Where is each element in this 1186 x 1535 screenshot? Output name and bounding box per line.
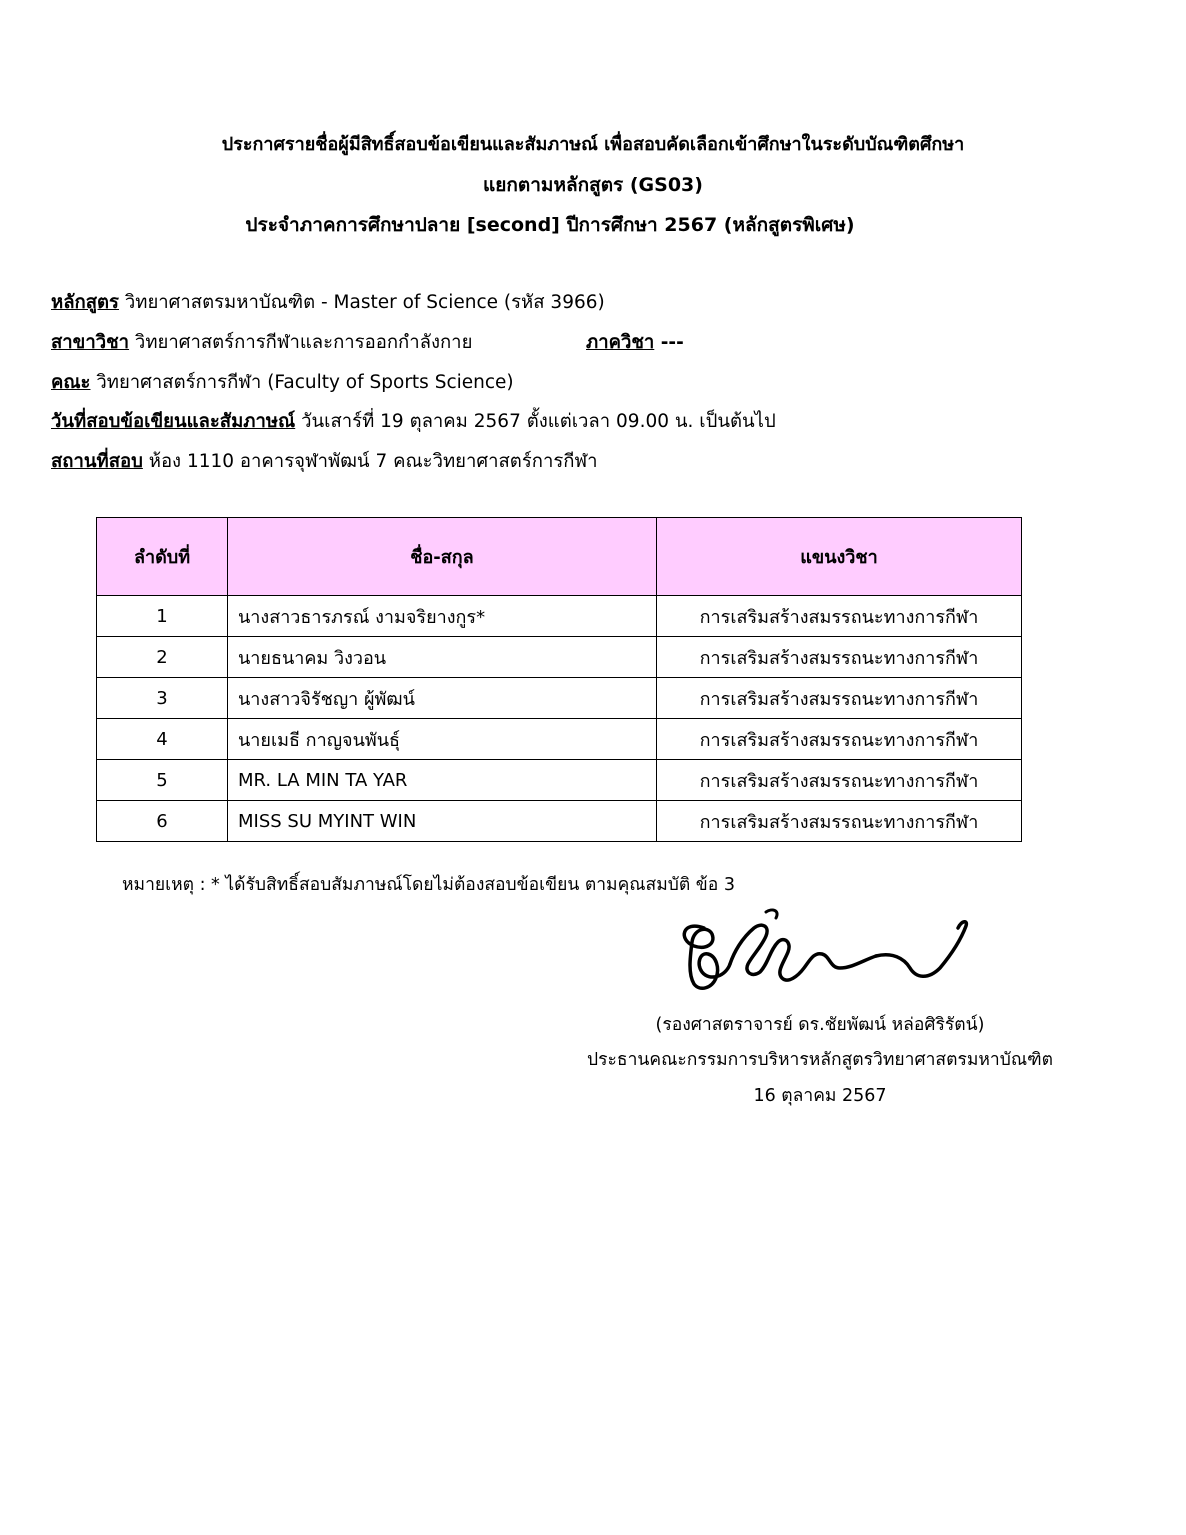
footnote: หมายเหตุ : * ได้รับสิทธิ์สอบสัมภาษณ์โดยไม่ต้องสอบข้อเขียน ตามคุณสมบัติ ข้อ 3	[122, 875, 735, 895]
candidate-table	[96, 517, 1022, 842]
row-name: นายธนาคม วิงวอน	[228, 637, 657, 678]
department-value: ---	[654, 332, 684, 353]
table-row	[97, 678, 1022, 719]
row-name: MR. LA MIN TA YAR	[228, 760, 657, 801]
row-name: นายเมธี กาญจนพันธุ์	[228, 719, 657, 760]
program-value: วิทยาศาสตรมหาบัณฑิต - Master of Science (รหัส 3966)	[118, 292, 605, 313]
row-name: MISS SU MYINT WIN	[228, 801, 657, 842]
field-value: วิทยาศาสตร์การกีฬาและการออกกำลังกาย	[129, 332, 473, 353]
row-number: 6	[97, 801, 228, 842]
table-row	[97, 719, 1022, 760]
program-label: หลักสูตร	[51, 292, 119, 313]
field-line	[51, 331, 472, 355]
department-line	[586, 331, 684, 355]
row-major: การเสริมสร้างสมรรถนะทางการกีฬา	[657, 760, 1022, 801]
row-major: การเสริมสร้างสมรรถนะทางการกีฬา	[657, 801, 1022, 842]
venue-value: ห้อง 1110 อาคารจุฬาพัฒน์ 7 คณะวิทยาศาสตร์การกีฬา	[142, 451, 598, 472]
row-major: การเสริมสร้างสมรรถนะทางการกีฬา	[657, 637, 1022, 678]
row-major: การเสริมสร้างสมรรถนะทางการกีฬา	[657, 719, 1022, 760]
row-major: การเสริมสร้างสมรรถนะทางการกีฬา	[657, 678, 1022, 719]
row-number: 5	[97, 760, 228, 801]
signature-graphic	[672, 898, 972, 1000]
header-name: ชื่อ-สกุล	[228, 518, 657, 596]
table-row	[97, 801, 1022, 842]
table-row	[97, 596, 1022, 637]
row-number: 4	[97, 719, 228, 760]
signer-position: ประธานคณะกรรมการบริหารหลักสูตรวิทยาศาสตรมหาบัณฑิต	[587, 1050, 1053, 1070]
exam-date-label: วันที่สอบข้อเขียนและสัมภาษณ์	[51, 411, 296, 432]
department-label: ภาควิชา	[586, 332, 655, 353]
row-major: การเสริมสร้างสมรรถนะทางการกีฬา	[657, 596, 1022, 637]
table-row	[97, 760, 1022, 801]
exam-date-line	[51, 410, 776, 434]
faculty-line	[51, 371, 514, 395]
faculty-value: วิทยาศาสตร์การกีฬา (Faculty of Sports Science)	[90, 372, 514, 393]
table-row	[97, 637, 1022, 678]
venue-label: สถานที่สอบ	[51, 451, 143, 472]
exam-date-value: วันเสาร์ที่ 19 ตุลาคม 2567 ตั้งแต่เวลา 09.00 น. เป็นต้นไป	[295, 411, 776, 432]
faculty-label: คณะ	[51, 372, 91, 393]
row-name: นางสาวธารภรณ์ งามจริยางกูร*	[228, 596, 657, 637]
row-number: 1	[97, 596, 228, 637]
signer-name: (รองศาสตราจารย์ ดร.ชัยพัฒน์ หล่อศิริรัตน์)	[655, 1015, 985, 1035]
program-line	[51, 291, 605, 315]
signed-date: 16 ตุลาคม 2567	[753, 1086, 887, 1106]
announcement-title-line3: ประจำภาคการศึกษาปลาย [second] ปีการศึกษา 2567 (หลักสูตรพิเศษ)	[245, 214, 855, 236]
announcement-title-line1: ประกาศรายชื่อผู้มีสิทธิ์สอบข้อเขียนและสัมภาษณ์ เพื่อสอบคัดเลือกเข้าศึกษาในระดับบัณฑิตศึกษา	[221, 134, 965, 155]
row-number: 2	[97, 637, 228, 678]
table-header-row	[97, 518, 1022, 596]
header-major: แขนงวิชา	[657, 518, 1022, 596]
row-number: 3	[97, 678, 228, 719]
venue-line	[51, 450, 598, 474]
announcement-title-line2: แยกตามหลักสูตร (GS03)	[483, 174, 703, 196]
field-label: สาขาวิชา	[51, 332, 130, 353]
row-name: นางสาวจิรัชญา ผู้พัฒน์	[228, 678, 657, 719]
header-order: ลำดับที่	[97, 518, 228, 596]
